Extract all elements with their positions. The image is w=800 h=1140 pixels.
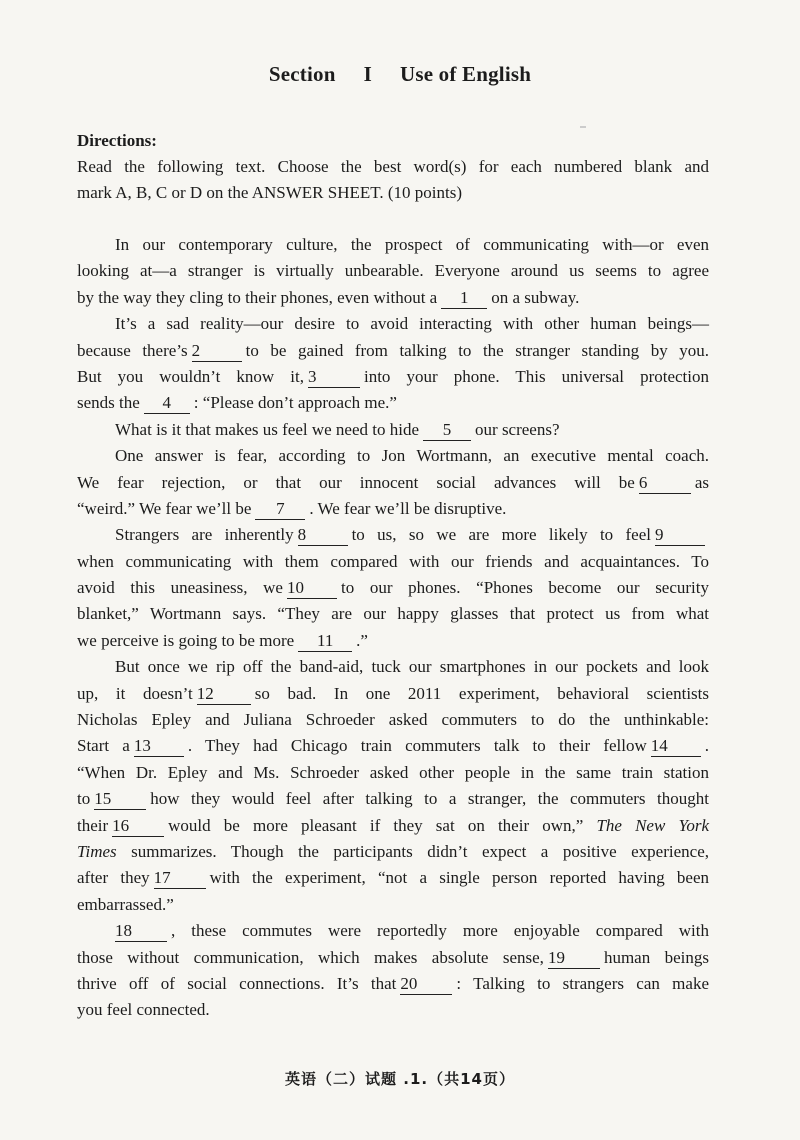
passage-line: their 16 would be more pleasant if they sat on their own,” The New York <box>77 815 710 835</box>
blank-16: 16 <box>112 816 164 837</box>
blank-15: 15 <box>94 789 146 810</box>
blank-6: 6 <box>639 473 691 494</box>
blank-10: 10 <box>287 578 337 599</box>
section-name: Use of English <box>399 62 532 86</box>
section-numeral: I <box>363 62 372 86</box>
blank-3: 3 <box>308 367 360 388</box>
passage <box>77 232 709 1024</box>
passage-line: avoid this uneasiness, we 10 to our phones. “Phones become our security <box>77 578 710 598</box>
passage-line: But once we rip off the band-aid, tuck our smartphones in our pockets and look <box>115 657 709 677</box>
directions-line: mark A, B, C or D on the ANSWER SHEET. (10 points) <box>77 183 462 203</box>
passage-line: after they 17 with the experiment, “not a single person reported having been <box>77 868 709 888</box>
passage-line: “When Dr. Epley and Ms. Schroeder asked other people in the same train station <box>77 762 709 782</box>
passage-line: to 15 how they would feel after talking to a stranger, the commuters thought <box>77 789 709 809</box>
passage-line: when communicating with them compared with our friends and acquaintances. To <box>77 551 709 571</box>
passage-line: What is it that makes us feel we need to hide 5 our screens? <box>115 419 560 439</box>
blank-4: 4 <box>144 393 190 414</box>
directions-line: Read the following text. Choose the best word(s) for each numbered blank and <box>77 157 709 176</box>
blank-12: 12 <box>197 684 251 705</box>
blank-7: 7 <box>255 499 305 520</box>
passage-line: We fear rejection, or that our innocent social advances will be 6 as <box>77 472 709 492</box>
blank-18: 18 <box>115 921 167 942</box>
passage-line: Start a 13 . They had Chicago train commuters talk to their fellow 14 . <box>77 736 709 756</box>
passage-line: One answer is fear, according to Jon Wortmann, an executive mental coach. <box>115 446 709 466</box>
blank-8: 8 <box>298 525 348 546</box>
blank-11: 11 <box>298 631 352 652</box>
passage-line: It’s a sad reality—our desire to avoid interacting with other human beings— <box>115 314 709 334</box>
passage-line: “weird.” We fear we’ll be 7 . We fear we’ll be disruptive. <box>77 498 507 518</box>
scan-speck <box>580 126 586 128</box>
blank-17: 17 <box>154 868 206 889</box>
passage-line: looking at—a stranger is virtually unbearable. Everyone around us seems to agree <box>77 261 709 281</box>
directions-text <box>77 154 709 207</box>
blank-19: 19 <box>548 948 600 969</box>
blank-5: 5 <box>423 420 471 441</box>
blank-1: 1 <box>441 288 487 309</box>
blank-13: 13 <box>134 736 184 757</box>
passage-line: those without communication, which makes absolute sense, 19 human beings <box>77 947 709 967</box>
blank-9: 9 <box>655 525 705 546</box>
passage-line: blanket,” Wortmann says. “They are our happy glasses that protect us from what <box>77 604 709 624</box>
passage-line: because there’s 2 to be gained from talking to the stranger standing by you. <box>77 340 709 360</box>
passage-line: up, it doesn’t 12 so bad. In one 2011 experiment, behavioral scientists <box>77 683 710 703</box>
passage-line: But you wouldn’t know it, 3 into your phone. This universal protection <box>77 366 709 386</box>
passage-line: 18 , these commutes were reportedly more enjoyable compared with <box>115 921 709 941</box>
blank-14: 14 <box>651 736 701 757</box>
passage-line: embarrassed.” <box>77 894 174 914</box>
passage-line: by the way they cling to their phones, even without a 1 on a subway. <box>77 287 580 307</box>
directions-heading: Directions: <box>77 131 157 150</box>
section-title <box>0 62 800 87</box>
section-label: Section <box>268 62 336 86</box>
passage-line: sends the 4 : “Please don’t approach me.” <box>77 393 397 413</box>
page-footer: 英语（二）试题 .1.（共14页） <box>285 1070 515 1088</box>
passage-line: Times summarizes. Though the participants didn’t expect a positive experience, <box>77 841 710 861</box>
passage-line: you feel connected. <box>77 1000 210 1020</box>
blank-20: 20 <box>400 974 452 995</box>
passage-line: Nicholas Epley and Juliana Schroeder asked commuters to do the unthinkable: <box>77 710 709 730</box>
passage-line: we perceive is going to be more 11 .” <box>77 630 368 650</box>
passage-line: In our contemporary culture, the prospect of communicating with—or even <box>115 235 709 254</box>
blank-2: 2 <box>192 341 242 362</box>
passage-line: Strangers are inherently 8 to us, so we are more likely to feel 9 <box>77 522 709 548</box>
passage-line: thrive off of social connections. It’s that 20 : Talking to strangers can make <box>77 973 709 993</box>
